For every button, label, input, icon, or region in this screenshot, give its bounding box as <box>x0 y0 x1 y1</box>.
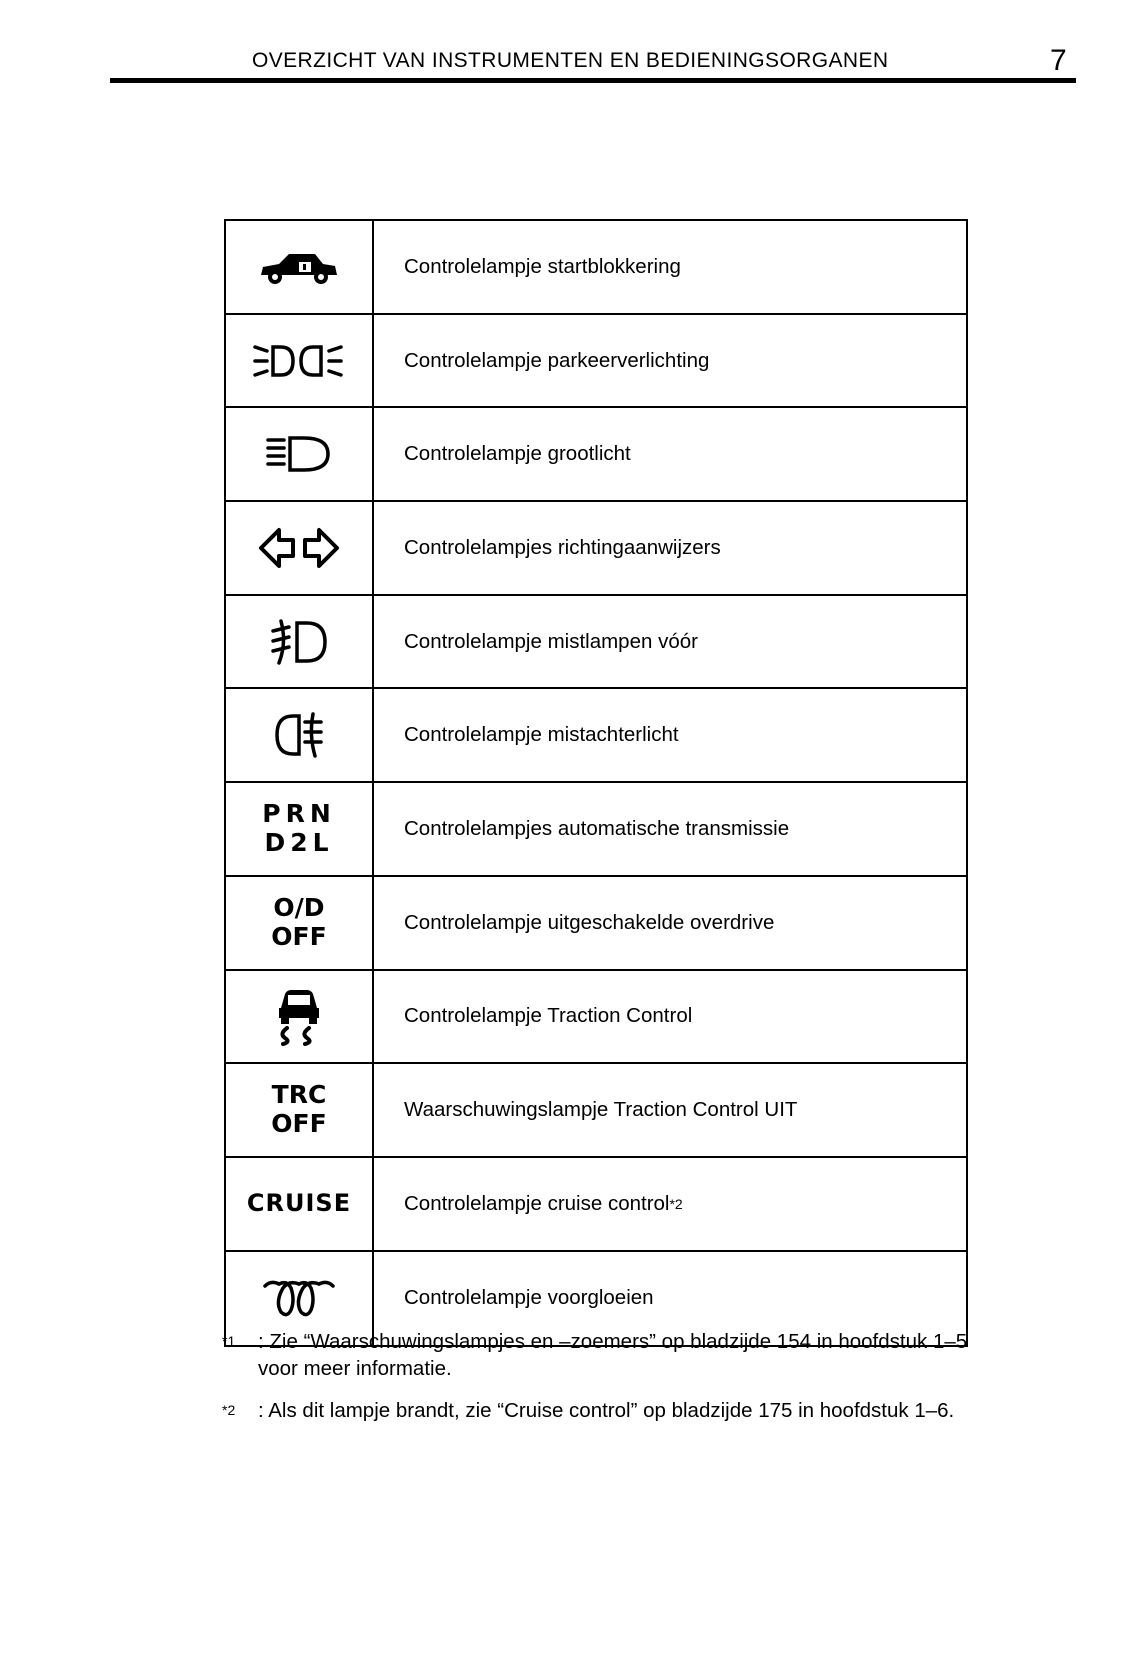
icon-cell <box>226 221 374 313</box>
page-number: 7 <box>1050 44 1067 77</box>
table-row <box>226 596 966 690</box>
footnote-mark: *2 <box>222 1402 236 1418</box>
table-row <box>226 689 966 783</box>
rear-fog-light-icon <box>271 710 327 760</box>
table-row <box>226 408 966 502</box>
icon-cell <box>226 1064 374 1156</box>
header-divider <box>110 78 1076 83</box>
page-header-title: OVERZICHT VAN INSTRUMENTEN EN BEDIENINGSORGANEN <box>252 49 889 72</box>
parking-lights-icon <box>251 339 347 383</box>
row-label: Controlelampje startblokkering <box>404 254 681 278</box>
row-label: Waarschuwingslampje Traction Control UIT <box>404 1098 798 1122</box>
table-row <box>226 783 966 877</box>
high-beam-icon <box>264 432 334 476</box>
turn-signal-arrows-icon <box>257 524 341 572</box>
traction-control-skid-icon <box>271 986 327 1046</box>
footnote-text: : Zie “Waarschuwingslampjes en –zoemers” op bladzijde 154 in hoofdstuk 1–5 voor meer informatie. <box>258 1330 968 1380</box>
table-row <box>226 502 966 596</box>
icon-cell <box>226 596 374 688</box>
cruise-icon: CRUISE <box>246 1188 352 1217</box>
icon-cell <box>226 877 374 969</box>
glow-plug-icon <box>261 1276 337 1320</box>
row-label: Controlelampje voorgloeien <box>404 1286 654 1310</box>
icon-cell <box>226 408 374 500</box>
footnote-2 <box>222 1397 982 1424</box>
table-row <box>226 315 966 409</box>
indicator-table <box>224 219 968 1347</box>
row-label: Controlelampjes richtingaanwijzers <box>404 535 721 559</box>
row-label: Controlelampje grootlicht <box>404 442 631 466</box>
table-row <box>226 1064 966 1158</box>
footnote-ref: *2 <box>669 1195 683 1212</box>
overdrive-off-icon: O/D OFF <box>271 892 327 951</box>
immobilizer-car-icon <box>257 247 341 287</box>
icon-cell <box>226 783 374 875</box>
footnote-1 <box>222 1328 982 1382</box>
icon-cell <box>226 971 374 1063</box>
table-row <box>226 221 966 315</box>
row-label: Controlelampje parkeerverlichting <box>404 348 710 372</box>
icon-cell <box>226 502 374 594</box>
icon-cell <box>226 689 374 781</box>
icon-cell <box>226 1158 374 1250</box>
table-row <box>226 971 966 1065</box>
transmission-indicator-icon: PRN D2L <box>262 799 336 857</box>
row-label: Controlelampjes automatische transmissie <box>404 816 790 840</box>
trc-off-icon: TRC OFF <box>271 1080 327 1139</box>
row-label-text: Controlelampje cruise control <box>404 1191 670 1215</box>
table-row <box>226 877 966 971</box>
row-label <box>374 1158 966 1250</box>
icon-cell <box>226 315 374 407</box>
table-row <box>226 1158 966 1252</box>
footnote-mark: *1 <box>222 1333 236 1349</box>
footnote-text: : Als dit lampje brandt, zie “Cruise control” op bladzijde 175 in hoofdstuk 1–6. <box>258 1399 955 1422</box>
row-label: Controlelampje Traction Control <box>404 1004 693 1028</box>
row-label: Controlelampje mistlampen vóór <box>404 629 698 653</box>
front-fog-light-icon <box>267 617 331 667</box>
row-label: Controlelampje mistachterlicht <box>404 723 679 747</box>
row-label: Controlelampje uitgeschakelde overdrive <box>404 910 775 934</box>
